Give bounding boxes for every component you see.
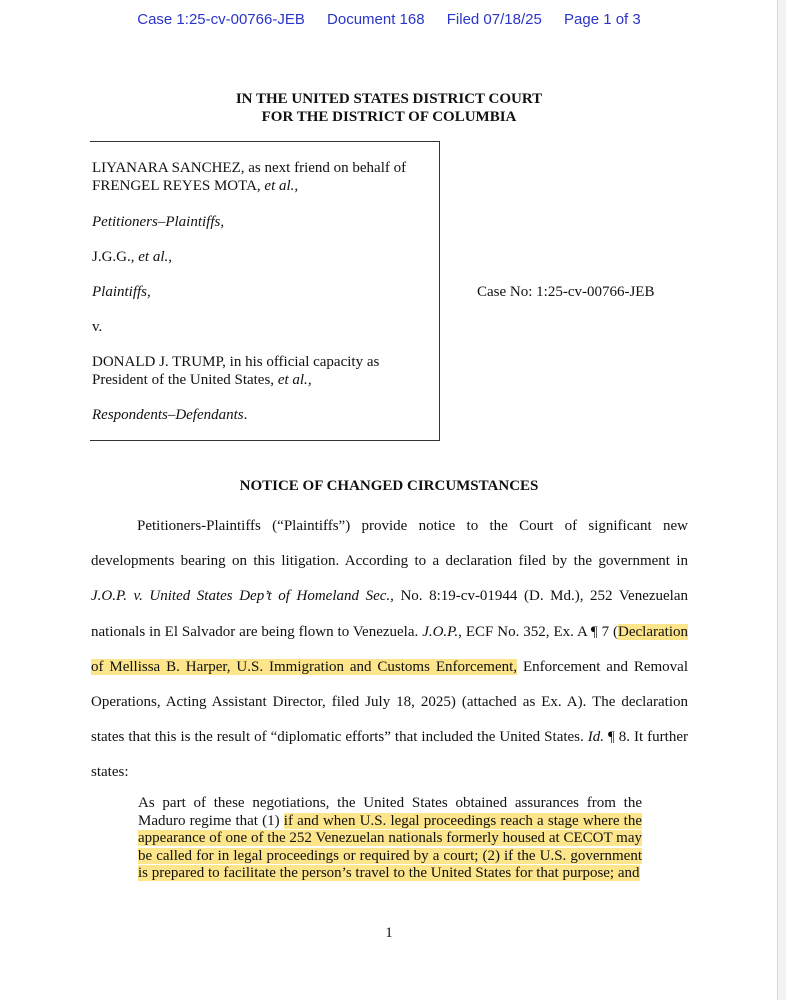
caption-versus: v. bbox=[92, 319, 103, 335]
ecf-filed-date: Filed 07/18/25 bbox=[446, 11, 542, 28]
viewer-scrollbar[interactable] bbox=[777, 0, 786, 1000]
body-paragraph: Petitioners-Plaintiffs (“Plaintiffs”) provide notice to the Court of significant new developments bearing on this litigation. According to a declaration filed by the government in J.O.P. v. United States Dep’t of Homeland Sec., No. 8:19-cv-01944 (D. Md.), 252 Venezuelan nationals in El Salvador are being flown to Venezuela. J.O.P., ECF No. 352, Ex. A ¶ 7 (Declaration of Mellissa B. Harper, U.S. Immigration and Customs Enforcement, Enforcement and Removal Operations, Acting Assistant Director, filed July 18, 2025) (attached as Ex. A). The declaration states that this is the result of “diplomatic efforts” that included the United States. Id. ¶ 8. It further states: bbox=[91, 518, 688, 781]
court-district: FOR THE DISTRICT OF COLUMBIA bbox=[261, 109, 517, 125]
highlighted-text: Declaration of Mellissa B. Harper, U.S. Immigration and Customs Enforcement, bbox=[91, 623, 688, 675]
ecf-case-number: Case 1:25-cv-00766-JEB bbox=[137, 11, 305, 28]
caption-party-petitioner: LIYANARA SANCHEZ, as next friend on behalf of FRENGEL REYES MOTA, et al., bbox=[92, 160, 407, 194]
court-heading bbox=[0, 90, 778, 126]
block-quote: As part of these negotiations, the United States obtained assurances from the Maduro regime that (1) if and when U.S. legal proceedings reach a stage where the appearance of one of the 252 Venezuelan nationals formerly housed at CECOT may be called for in legal proceedings or required by a court; (2) if the U.S. government is prepared to facilitate the person’s travel to the United States for that purpose; and bbox=[138, 795, 642, 882]
caption-role-petitioners: Petitioners–Plaintiffs, bbox=[92, 214, 225, 230]
ecf-document-number: Document 168 bbox=[327, 11, 425, 28]
caption-party-respondent: DONALD J. TRUMP, in his official capacity as President of the United States, et al., bbox=[92, 354, 380, 388]
page-number: 1 bbox=[385, 925, 393, 941]
document-title: NOTICE OF CHANGED CIRCUMSTANCES bbox=[239, 478, 539, 494]
case-number: Case No: 1:25-cv-00766-JEB bbox=[477, 284, 655, 300]
ecf-page-count: Page 1 of 3 bbox=[564, 11, 641, 28]
caption-role-plaintiffs: Plaintiffs, bbox=[92, 284, 151, 300]
citation: J.O.P. v. United States Dep’t of Homeland Sec. bbox=[91, 588, 391, 605]
case-caption bbox=[90, 141, 440, 441]
citation: Id. bbox=[587, 729, 604, 746]
caption-party-jgg: J.G.G., et al., bbox=[92, 249, 173, 265]
caption-role-respondents: Respondents–Defendants. bbox=[92, 407, 248, 423]
highlighted-text: if and when U.S. legal proceedings reach a stage where the appearance of one of the 252 Venezuelan nationals formerly housed at CECOT may be called for in legal proceedings or required by a court; (2) if the U.S. government is prepared to facilitate the person’s travel to the United States for that purpose; and bbox=[138, 812, 642, 882]
court-name: IN THE UNITED STATES DISTRICT COURT bbox=[235, 91, 543, 107]
ecf-header bbox=[0, 11, 778, 28]
citation: J.O.P. bbox=[422, 623, 459, 640]
